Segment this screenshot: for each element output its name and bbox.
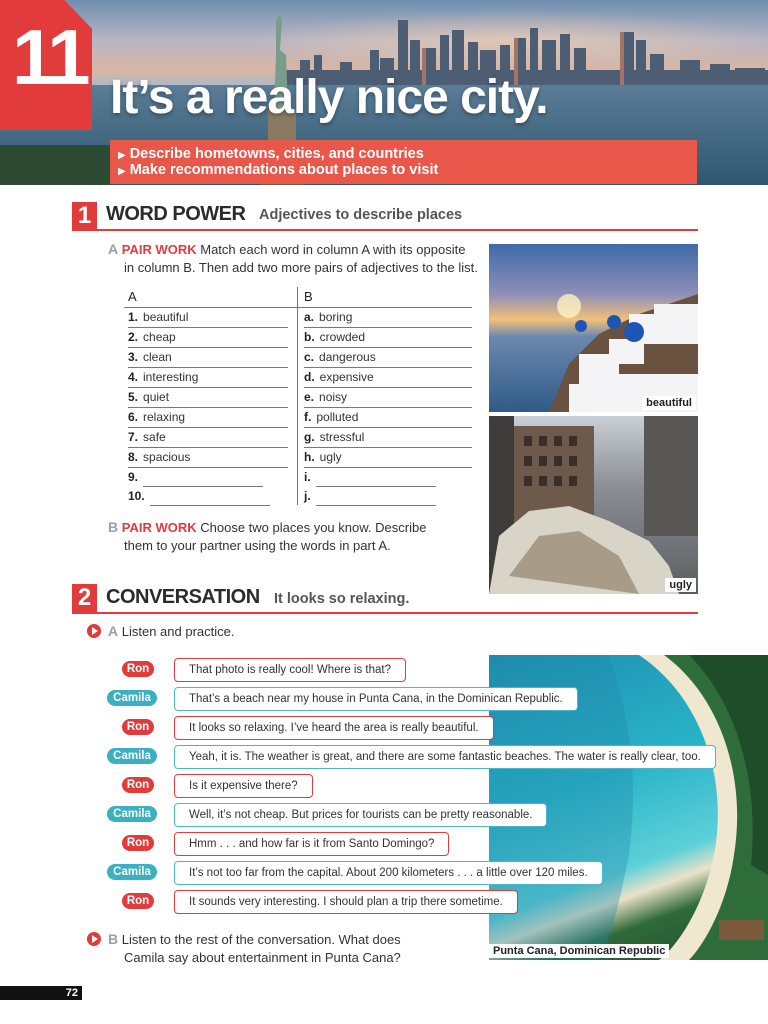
adjective-word: beautiful bbox=[143, 310, 189, 324]
adjective-word: dangerous bbox=[319, 350, 376, 364]
answer-blank[interactable] bbox=[316, 493, 436, 506]
item-number: 5. bbox=[128, 390, 139, 404]
conversation-part-a bbox=[108, 622, 234, 641]
table-column-divider bbox=[297, 287, 298, 505]
instruction-text: them to your partner using the words in part A. bbox=[124, 538, 391, 553]
item-number: g. bbox=[304, 430, 315, 444]
table-row[interactable] bbox=[128, 468, 288, 487]
photo-caption: beautiful bbox=[642, 396, 696, 410]
answer-blank[interactable] bbox=[150, 493, 270, 506]
adjective-word: crowded bbox=[319, 330, 366, 344]
instruction-text: Camila say about entertainment in Punta Cana? bbox=[124, 950, 401, 965]
word-power-part-b bbox=[108, 518, 488, 555]
speaker-tag: Ron bbox=[122, 777, 154, 793]
table-row bbox=[128, 308, 288, 328]
adjective-word: interesting bbox=[143, 370, 199, 384]
part-letter: B bbox=[108, 519, 119, 535]
answer-blank[interactable] bbox=[143, 474, 263, 487]
table-row bbox=[304, 448, 472, 468]
punta-cana-beach-image bbox=[489, 655, 768, 960]
pair-work-label: PAIR WORK bbox=[121, 520, 197, 535]
adjective-word: ugly bbox=[319, 450, 342, 464]
speech-bubble: Hmm . . . and how far is it from Santo Domingo? bbox=[174, 832, 449, 856]
table-row bbox=[304, 428, 472, 448]
adjective-word: safe bbox=[143, 430, 166, 444]
item-number: c. bbox=[304, 350, 315, 364]
speaker-tag: Camila bbox=[107, 806, 157, 822]
instruction-text: Listen to the rest of the conversation. What does bbox=[121, 932, 401, 947]
adjective-word: clean bbox=[143, 350, 172, 364]
instruction-text: in column B. Then add two more pairs of adjectives to the list. bbox=[124, 260, 478, 275]
trash-street-image bbox=[489, 416, 698, 594]
speaker-tag: Ron bbox=[122, 719, 154, 735]
item-number: b. bbox=[304, 330, 315, 344]
item-number: 8. bbox=[128, 450, 139, 464]
table-row[interactable] bbox=[128, 487, 288, 506]
pair-work-label: PAIR WORK bbox=[121, 242, 197, 257]
part-letter: A bbox=[108, 241, 119, 257]
adjective-word: noisy bbox=[319, 390, 348, 404]
audio-play-icon[interactable] bbox=[87, 932, 101, 946]
item-number: 9. bbox=[128, 470, 139, 484]
item-number: 6. bbox=[128, 410, 139, 424]
unit-title: It’s a really nice city. bbox=[110, 71, 548, 124]
answer-blank[interactable] bbox=[316, 474, 436, 487]
instruction-text: Choose two places you know. Describe bbox=[200, 520, 427, 535]
table-row[interactable] bbox=[304, 487, 472, 506]
table-row bbox=[128, 408, 288, 428]
ugly-street-photo bbox=[489, 416, 698, 594]
adjective-word: expensive bbox=[319, 370, 374, 384]
speaker-tag: Ron bbox=[122, 661, 154, 677]
section-number: 2 bbox=[72, 584, 97, 612]
table-row bbox=[128, 428, 288, 448]
section-number: 1 bbox=[72, 202, 97, 230]
item-number: a. bbox=[304, 310, 315, 324]
adjective-word: quiet bbox=[143, 390, 170, 404]
speech-bubble: Well, it’s not cheap. But prices for tourists can be pretty reasonable. bbox=[174, 803, 547, 827]
part-letter: A bbox=[108, 623, 119, 639]
table-row bbox=[128, 448, 288, 468]
beach-photo bbox=[489, 655, 768, 960]
section-subtitle: It looks so relaxing. bbox=[274, 591, 410, 607]
adjective-word: polluted bbox=[316, 410, 359, 424]
section-divider bbox=[72, 229, 698, 231]
instruction-text: Listen and practice. bbox=[121, 624, 235, 639]
photo-caption: Punta Cana, Dominican Republic bbox=[489, 944, 669, 958]
speaker-tag: Ron bbox=[122, 835, 154, 851]
speech-bubble: It’s not too far from the capital. About 200 kilometers . . . a little over 120 miles. bbox=[174, 861, 603, 885]
item-number: f. bbox=[304, 410, 312, 424]
item-number: e. bbox=[304, 390, 315, 404]
goal-item bbox=[118, 146, 424, 162]
section-title: WORD POWER bbox=[106, 203, 246, 225]
item-number: 2. bbox=[128, 330, 139, 344]
beautiful-town-photo bbox=[489, 244, 698, 412]
audio-play-icon[interactable] bbox=[87, 624, 101, 638]
conversation-part-b bbox=[108, 930, 401, 967]
speech-bubble: It looks so relaxing. I’ve heard the area is really beautiful. bbox=[174, 716, 494, 740]
adjective-word: spacious bbox=[143, 450, 191, 464]
triangle-bullet-icon: ▶ bbox=[118, 150, 126, 161]
table-row bbox=[128, 388, 288, 408]
speech-bubble: That’s a beach near my house in Punta Cana, in the Dominican Republic. bbox=[174, 687, 578, 711]
speaker-tag: Camila bbox=[107, 690, 157, 706]
table-row bbox=[304, 328, 472, 348]
table-row bbox=[128, 348, 288, 368]
item-number: 7. bbox=[128, 430, 139, 444]
goal-item bbox=[118, 162, 438, 178]
table-row bbox=[304, 308, 472, 328]
adjective-word: cheap bbox=[143, 330, 176, 344]
table-row bbox=[128, 328, 288, 348]
column-b-header: B bbox=[304, 289, 313, 304]
item-number: d. bbox=[304, 370, 315, 384]
item-number: i. bbox=[304, 470, 311, 484]
column-b bbox=[304, 308, 472, 506]
item-number: 4. bbox=[128, 370, 139, 384]
table-row[interactable] bbox=[304, 468, 472, 487]
adjective-word: boring bbox=[319, 310, 353, 324]
goal-text: Describe hometowns, cities, and countries bbox=[129, 146, 424, 162]
speaker-tag: Camila bbox=[107, 748, 157, 764]
photo-caption: ugly bbox=[665, 578, 696, 592]
item-number: h. bbox=[304, 450, 315, 464]
triangle-bullet-icon: ▶ bbox=[118, 166, 126, 177]
section-divider bbox=[72, 612, 698, 614]
part-letter: B bbox=[108, 931, 119, 947]
trees bbox=[0, 145, 110, 185]
speech-bubble: Yeah, it is. The weather is great, and there are some fantastic beaches. The water is really clear, too. bbox=[174, 745, 716, 769]
instruction-text: Match each word in column A with its opposite bbox=[200, 242, 466, 257]
item-number: 3. bbox=[128, 350, 139, 364]
table-row bbox=[304, 348, 472, 368]
goal-text: Make recommendations about places to visit bbox=[129, 162, 439, 178]
speech-bubble: That photo is really cool! Where is that? bbox=[174, 658, 406, 682]
unit-number: 11 bbox=[12, 13, 87, 101]
section-title: CONVERSATION bbox=[106, 586, 260, 608]
speech-bubble: It sounds very interesting. I should plan a trip there sometime. bbox=[174, 890, 518, 914]
table-row bbox=[304, 408, 472, 428]
speaker-tag: Camila bbox=[107, 864, 157, 880]
page-number: 72 bbox=[0, 986, 82, 1000]
item-number: 10. bbox=[128, 489, 145, 503]
santorini-buildings-image bbox=[489, 244, 698, 412]
item-number: 1. bbox=[128, 310, 139, 324]
adjective-word: stressful bbox=[319, 430, 365, 444]
adjective-word: relaxing bbox=[143, 410, 186, 424]
column-a-header: A bbox=[128, 289, 137, 304]
unit-goals bbox=[110, 140, 697, 184]
column-a bbox=[128, 308, 288, 506]
word-power-part-a bbox=[108, 240, 488, 277]
section-subtitle: Adjectives to describe places bbox=[259, 207, 463, 223]
table-row bbox=[304, 368, 472, 388]
speaker-tag: Ron bbox=[122, 893, 154, 909]
table-row bbox=[128, 368, 288, 388]
item-number: j. bbox=[304, 489, 311, 503]
speech-bubble: Is it expensive there? bbox=[174, 774, 313, 798]
table-row bbox=[304, 388, 472, 408]
